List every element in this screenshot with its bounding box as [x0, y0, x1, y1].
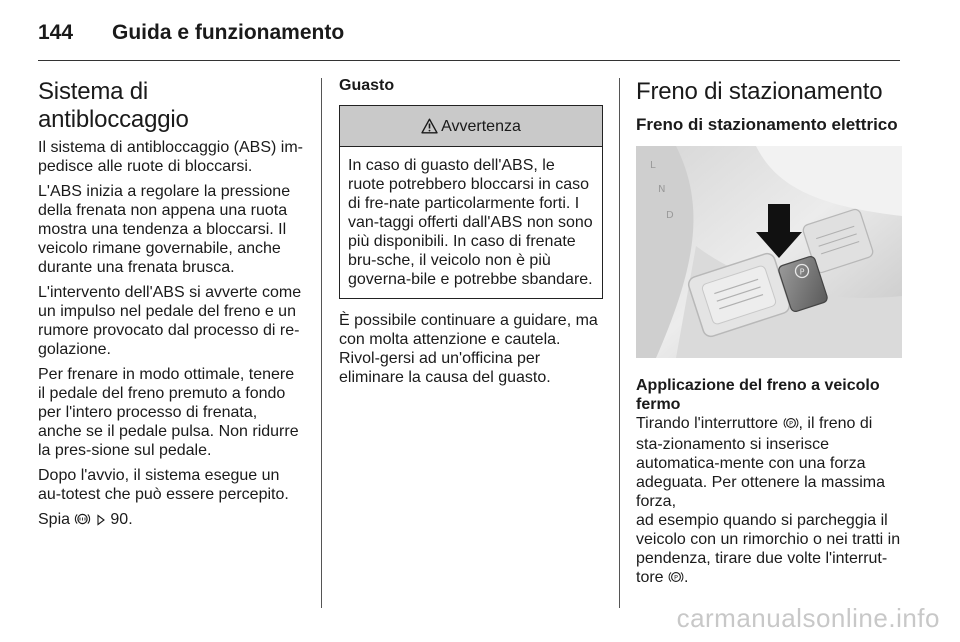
svg-text:P: P	[674, 573, 678, 582]
paragraph-text: Tirando l'interruttore	[636, 415, 779, 432]
svg-text:P: P	[799, 267, 805, 277]
subheading-guasto: Guasto	[339, 77, 395, 94]
warning-box	[339, 105, 603, 299]
parking-brake-switch-icon	[783, 416, 799, 435]
column-abs	[38, 72, 304, 537]
column-guasto	[339, 72, 603, 393]
page-reference-icon	[96, 512, 106, 531]
watermark: carmanualsonline.info	[676, 603, 940, 633]
paragraph-text: ad esempio quando si parcheggia il veicolo con un rimorchio o nei tratti in pendenza, tirare due volte l'interrut-tore	[636, 512, 901, 586]
warning-title-bar	[340, 106, 602, 147]
gear-label-l: L	[650, 160, 656, 171]
paragraph: Dopo l'avvio, il sistema esegue un au-totest che può essere percepito.	[38, 467, 289, 503]
subheading-electric-brake: Freno di stazionamento elettrico	[636, 115, 898, 134]
column-divider	[321, 78, 322, 608]
page-number: 144	[38, 21, 74, 44]
warning-triangle-icon	[421, 118, 438, 134]
gear-label-n: N	[658, 184, 666, 195]
paragraph: Per frenare in modo ottimale, tenere il pedale del freno premuto a fondo per l'intero processo di frenata, anche se il pedale pulsa. Non ridurre la pres-sione sul pedale.	[38, 366, 299, 459]
paragraph-text: , il freno di sta-zionamento si inserisce automatica-mente con una forza adeguata. Per ottenere la massima forza,	[636, 415, 886, 510]
section-heading-parking-brake: Freno di stazionamento	[636, 78, 883, 105]
paragraph	[636, 414, 902, 589]
header-rule	[38, 60, 900, 61]
spia-reference	[38, 510, 304, 531]
column-divider	[619, 78, 620, 608]
paragraph: L'ABS inizia a regolare la pressione della frenata non appena una ruota mostra una tendenza a bloccarsi. Il veicolo rimane governabile, anche durante una frenata brusca.	[38, 183, 291, 276]
warning-title: Avvertenza	[441, 117, 521, 135]
subsection-heading: Applicazione del freno a veicolo fermo	[636, 377, 880, 413]
spia-page-ref: 90.	[110, 511, 133, 528]
svg-text:P: P	[788, 419, 793, 428]
warning-text: In caso di guasto dell'ABS, le ruote potrebbero bloccarsi in caso di fre-nate particolarmente forti. I van-taggi offerti dall'ABS non sono più disponibili. In caso di frenate bru-sche, il veicolo non è più governa-bile e potrebbe sbandare.	[348, 157, 593, 288]
paragraph: L'intervento dell'ABS si avverte come un impulso nel pedale del freno e un rumore provocato dal processo di re-golazione.	[38, 284, 302, 358]
abs-warning-icon	[74, 512, 91, 531]
paragraph: Il sistema di antibloccaggio (ABS) im-pedisce alle ruote di bloccarsi.	[38, 139, 303, 175]
parking-brake-switch-photo	[636, 146, 902, 358]
parking-brake-switch-icon	[668, 570, 684, 589]
section-heading-abs: Sistema di antibloccaggio	[38, 78, 189, 133]
page-header	[38, 20, 344, 46]
column-parking-brake	[636, 72, 902, 595]
spia-label: Spia	[38, 511, 71, 528]
paragraph-text: .	[684, 569, 689, 586]
gear-label-d: D	[666, 210, 674, 221]
running-title: Guida e funzionamento	[112, 21, 345, 44]
paragraph: È possibile continuare a guidare, ma con molta attenzione e cautela. Rivol-gersi ad un'officina per eliminare la causa del guasto.	[339, 312, 598, 386]
